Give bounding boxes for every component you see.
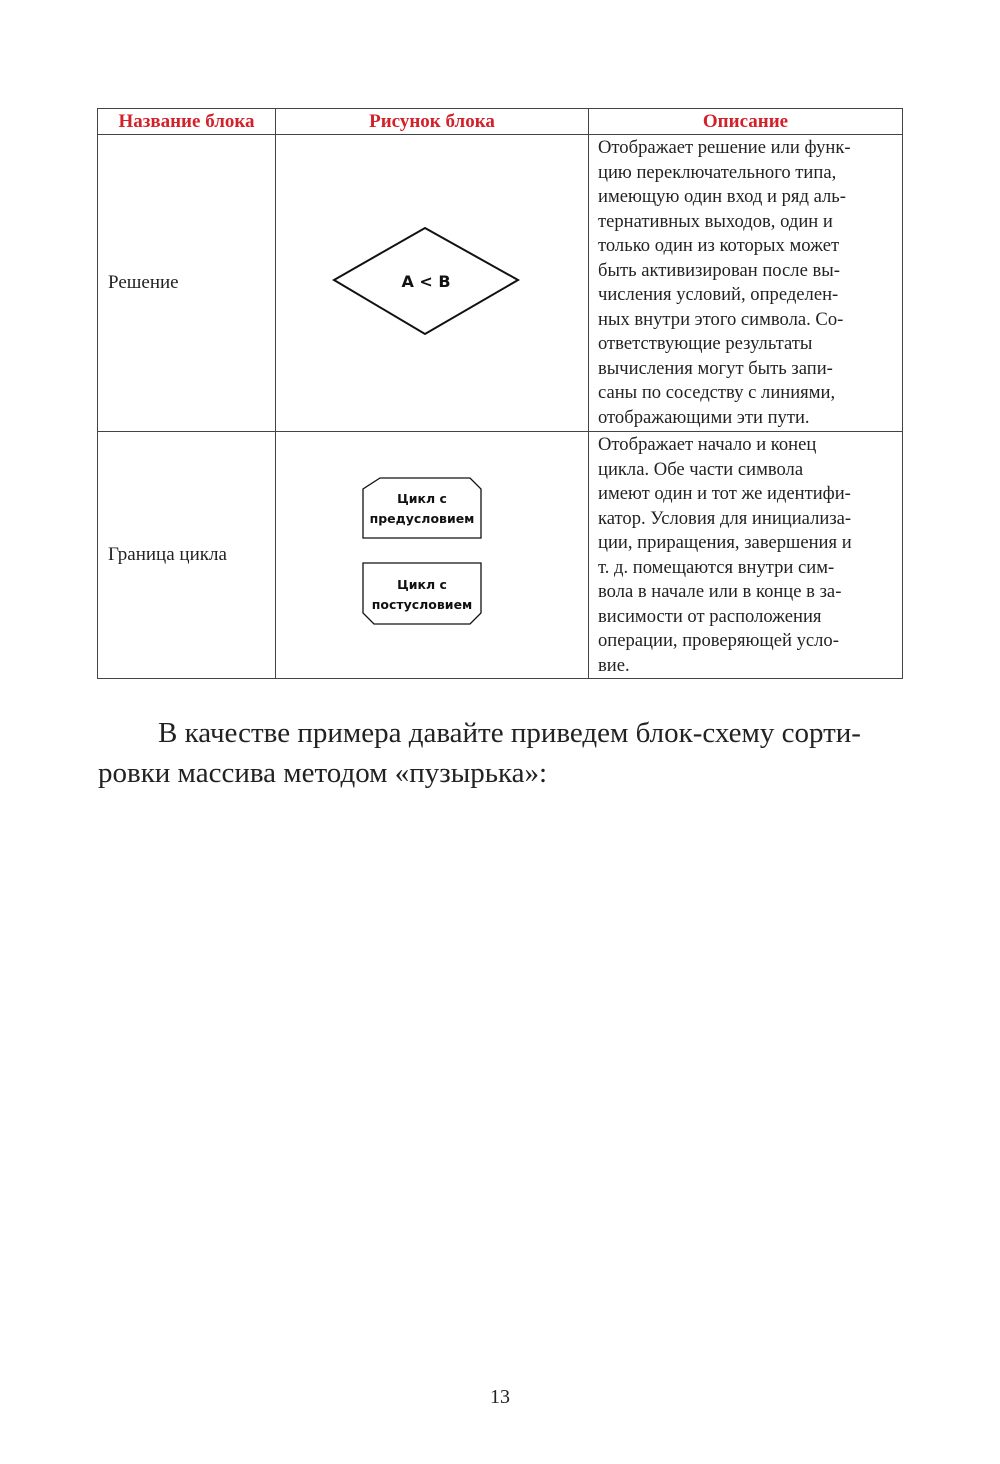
desc-line: тернативных выходов, один и <box>598 210 833 232</box>
loop-start-shape <box>363 478 481 538</box>
desc-line: вычисления могут быть запи- <box>598 357 833 379</box>
body-paragraph <box>98 713 906 793</box>
desc-line: быть активизирован после вы- <box>598 259 840 281</box>
desc-line: имеют один и тот же идентифи- <box>598 483 851 504</box>
desc-line: ных внутри этого символа. Со- <box>598 308 844 330</box>
table-row-decision <box>98 135 903 432</box>
desc-line: Отображает начало и конец <box>598 434 817 455</box>
desc-line: т. д. помещаются внутри сим- <box>598 556 835 578</box>
paragraph-line-2: ровки массива методом «пузырька»: <box>98 757 548 789</box>
block-picture-loop-boundary <box>276 432 589 679</box>
desc-line: операции, проверяющей усло- <box>598 630 839 651</box>
header-description: Описание <box>589 109 903 135</box>
flowchart-blocks-table <box>97 108 903 679</box>
loop-end-label-line2: постусловием <box>371 597 473 612</box>
paragraph-line-1: В качестве примера давайте приведем блок-схему сорти- <box>158 717 861 749</box>
loop-start-label-line2: предусловием <box>369 511 475 526</box>
desc-line: вие. <box>598 654 630 676</box>
loop-end-shape <box>363 563 481 624</box>
block-name-loop-boundary: Граница цикла <box>98 432 276 679</box>
block-description-decision <box>589 135 903 432</box>
table-header-row <box>98 109 903 135</box>
desc-line: ции, приращения, завершения и <box>598 532 852 553</box>
decision-shape-label: A < B <box>401 272 451 291</box>
desc-line: числения условий, определен- <box>598 284 839 305</box>
desc-line: цию переключательного типа, <box>598 161 837 183</box>
desc-line: цикла. Обе части символа <box>598 458 804 480</box>
decision-diamond-shape <box>332 223 532 343</box>
desc-line: катор. Условия для инициализа- <box>598 507 852 529</box>
block-picture-decision <box>276 135 589 432</box>
desc-line: вола в начале или в конце в за- <box>598 581 842 602</box>
loop-end-label-line1: Цикл с <box>397 577 447 592</box>
loop-start-label-line1: Цикл с <box>397 491 447 506</box>
table-row-loop-boundary <box>98 432 903 679</box>
header-block-picture: Рисунок блока <box>276 109 589 135</box>
desc-line: ответствующие результаты <box>598 333 813 354</box>
block-description-loop-boundary <box>589 432 903 679</box>
desc-line: имеющую один вход и ряд аль- <box>598 186 846 207</box>
desc-line: Отображает решение или функ- <box>598 137 851 158</box>
header-block-name: Название блока <box>98 109 276 135</box>
loop-boundary-shapes <box>362 475 502 635</box>
desc-line: только один из которых может <box>598 235 840 256</box>
page-number: 13 <box>490 1386 510 1408</box>
desc-line: висимости от расположения <box>598 605 822 627</box>
desc-line: отображающими эти пути. <box>598 406 810 428</box>
desc-line: саны по соседству с линиями, <box>598 382 836 403</box>
block-name-decision: Решение <box>98 135 276 432</box>
